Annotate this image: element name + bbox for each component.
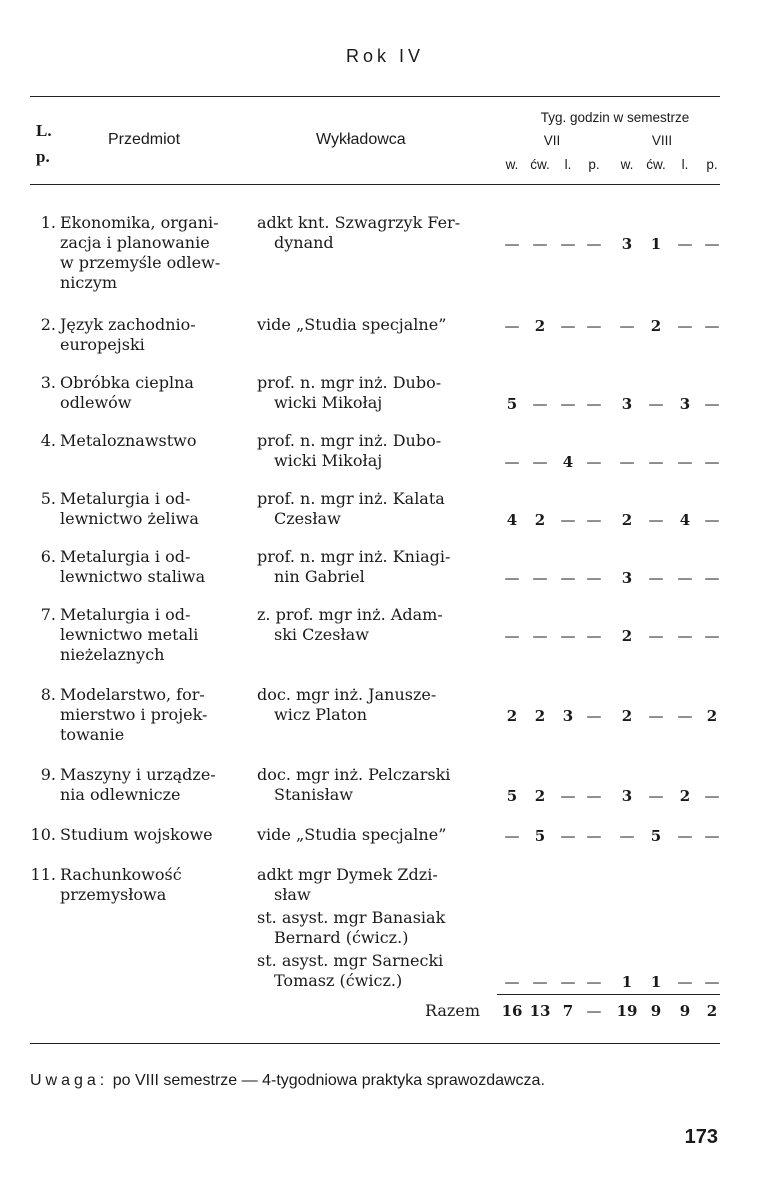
row-subject [60, 825, 245, 845]
header-subject: Przedmiot [108, 131, 181, 148]
row-number: 4. [40, 431, 56, 450]
hours-cell: — [704, 453, 720, 471]
hours-cell: — [677, 453, 693, 471]
row-subject [60, 373, 245, 413]
lecturer-entry [257, 547, 499, 587]
header-lp-line2: p. [36, 147, 50, 166]
row-lecturer [257, 489, 499, 532]
hours-cell: 3 [621, 235, 633, 253]
hours-cell: — [704, 317, 720, 335]
hours-cell: — [560, 787, 576, 805]
lecturer-line: dynand [274, 233, 334, 252]
header-bottom-rule [30, 184, 720, 185]
header-subcolumn: w. [505, 157, 519, 172]
hours-cell: 3 [679, 395, 691, 413]
row-number: 8. [40, 685, 56, 704]
row-lecturer [257, 825, 499, 848]
row-lecturer [257, 547, 499, 590]
hours-cell: — [619, 453, 635, 471]
hours-cell: — [504, 627, 520, 645]
subject-line: w przemyśle odlew- [60, 253, 221, 272]
hours-cell: 2 [506, 707, 518, 725]
hours-cell: — [648, 453, 664, 471]
subject-line: Metaloznawstwo [60, 431, 197, 450]
hours-cell: — [586, 395, 602, 413]
subject-line: Maszyny i urządze- [60, 765, 216, 784]
lecturer-entry [257, 605, 499, 645]
row-lecturer [257, 605, 499, 648]
header-subcolumn: l. [564, 157, 572, 172]
lecturer-entry [257, 373, 499, 413]
note [30, 1072, 545, 1090]
subject-line: Studium wojskowe [60, 825, 213, 844]
subject-line: lewnictwo żeliwa [60, 509, 199, 528]
subject-line: nia odlewnicze [60, 785, 181, 804]
row-number: 1. [40, 213, 56, 232]
row-lecturer [257, 865, 499, 994]
hours-cell: 3 [621, 569, 633, 587]
header-lp [36, 118, 52, 170]
hours-cell: — [504, 973, 520, 991]
header-lecturer: Wykładowca [316, 131, 406, 148]
row-lecturer [257, 213, 499, 256]
note-label: Uwaga: [30, 1072, 109, 1089]
hours-cell: — [586, 511, 602, 529]
subject-line: Język zachodnio- [60, 315, 196, 334]
hours-cell: 5 [506, 395, 518, 413]
hours-cell: 1 [650, 973, 662, 991]
hours-cell: — [704, 627, 720, 645]
subject-line: mierstwo i projek- [60, 705, 208, 724]
subject-line: lewnictwo metali [60, 625, 199, 644]
lecturer-line: vide „Studia specjalne” [257, 315, 447, 334]
table-top-rule [30, 96, 720, 97]
row-number: 2. [40, 315, 56, 334]
row-number: 9. [40, 765, 56, 784]
subject-line: towanie [60, 725, 125, 744]
hours-cell: — [648, 627, 664, 645]
hours-cell: 2 [534, 317, 546, 335]
lecturer-line: st. asyst. mgr Banasiak [257, 908, 446, 927]
row-lecturer [257, 373, 499, 416]
lecturer-line: wicki Mikołaj [274, 451, 383, 470]
total-cell: 7 [562, 1002, 574, 1020]
hours-cell: — [532, 453, 548, 471]
subject-line: Metalurgia i od- [60, 547, 191, 566]
hours-cell: — [677, 707, 693, 725]
lecturer-line: nin Gabriel [274, 567, 365, 586]
hours-cell: — [586, 453, 602, 471]
lecturer-entry [257, 685, 499, 725]
lecturer-line: Stanisław [274, 785, 353, 804]
hours-cell: 5 [534, 827, 546, 845]
hours-cell: — [586, 973, 602, 991]
row-subject [60, 605, 245, 665]
hours-cell: — [677, 317, 693, 335]
lecturer-line: Bernard (ćwicz.) [274, 928, 409, 947]
total-cell: — [586, 1002, 602, 1020]
subject-line: Obróbka cieplna [60, 373, 194, 392]
header-subcolumn: w. [620, 157, 634, 172]
row-number: 7. [40, 605, 56, 624]
hours-cell: — [586, 569, 602, 587]
hours-cell: — [560, 511, 576, 529]
header-hours-group: Tyg. godzin w semestrze [540, 110, 690, 125]
hours-cell: — [677, 235, 693, 253]
hours-cell: 2 [621, 627, 633, 645]
row-lecturer [257, 315, 499, 338]
lecturer-line: prof. n. mgr inż. Dubo- [257, 431, 442, 450]
hours-cell: — [619, 827, 635, 845]
lecturer-line: vide „Studia specjalne” [257, 825, 447, 844]
total-label: Razem [424, 1001, 480, 1020]
lecturer-line: adkt knt. Szwagrzyk Fer- [257, 213, 461, 232]
hours-cell: 1 [650, 235, 662, 253]
hours-cell: — [532, 569, 548, 587]
lecturer-entry [257, 908, 499, 948]
subject-line: nieżelaznych [60, 645, 165, 664]
hours-cell: — [586, 317, 602, 335]
hours-cell: 5 [650, 827, 662, 845]
subject-line: Ekonomika, organi- [60, 213, 219, 232]
total-cell: 16 [501, 1002, 523, 1020]
hours-cell: 4 [679, 511, 691, 529]
row-number: 5. [40, 489, 56, 508]
hours-cell: — [648, 787, 664, 805]
lecturer-line: prof. n. mgr inż. Kniagi- [257, 547, 451, 566]
page-number: 173 [684, 1126, 718, 1148]
subject-line: Metalurgia i od- [60, 605, 191, 624]
subject-line: Rachunkowość [60, 865, 182, 884]
hours-cell: 3 [562, 707, 574, 725]
hours-cell: 2 [621, 707, 633, 725]
hours-cell: 5 [506, 787, 518, 805]
hours-cell: 4 [562, 453, 574, 471]
total-cell: 19 [616, 1002, 638, 1020]
hours-cell: 2 [650, 317, 662, 335]
header-subcolumn: ćw. [646, 157, 666, 172]
table-bottom-rule [30, 1043, 720, 1044]
hours-cell: — [532, 973, 548, 991]
subject-line: lewnictwo staliwa [60, 567, 206, 586]
row-subject [60, 431, 245, 451]
lecturer-entry [257, 489, 499, 529]
header-lp-line1: L. [36, 121, 52, 140]
hours-cell: — [648, 395, 664, 413]
lecturer-entry [257, 951, 499, 991]
hours-cell: — [560, 235, 576, 253]
hours-cell: 2 [534, 787, 546, 805]
hours-cell: — [560, 395, 576, 413]
page-title: Rok IV [345, 46, 425, 66]
row-number: 6. [40, 547, 56, 566]
hours-cell: — [560, 627, 576, 645]
sum-rule [497, 994, 720, 995]
row-subject [60, 865, 245, 905]
hours-cell: 2 [679, 787, 691, 805]
subject-line: europejski [60, 335, 145, 354]
hours-cell: — [504, 453, 520, 471]
hours-cell: — [586, 627, 602, 645]
lecturer-line: wicki Mikołaj [274, 393, 383, 412]
total-cell: 9 [650, 1002, 662, 1020]
hours-cell: 2 [621, 511, 633, 529]
hours-cell: — [619, 317, 635, 335]
lecturer-line: wicz Platon [274, 705, 368, 724]
lecturer-entry [257, 765, 499, 805]
hours-cell: — [504, 827, 520, 845]
subject-line: niczym [60, 273, 118, 292]
row-number: 11. [30, 865, 56, 884]
subject-line: zacja i planowanie [60, 233, 210, 252]
subject-line: przemysłowa [60, 885, 167, 904]
hours-cell: — [677, 569, 693, 587]
lecturer-line: st. asyst. mgr Sarnecki [257, 951, 444, 970]
hours-cell: — [704, 973, 720, 991]
lecturer-entry [257, 315, 499, 335]
lecturer-entry [257, 865, 499, 905]
row-subject [60, 213, 245, 293]
hours-cell: — [586, 707, 602, 725]
row-lecturer [257, 765, 499, 808]
lecturer-line: Tomasz (ćwicz.) [274, 971, 403, 990]
hours-cell: — [648, 707, 664, 725]
hours-cell: — [677, 627, 693, 645]
lecturer-line: doc. mgr inż. Janusze- [257, 685, 437, 704]
row-subject [60, 765, 245, 805]
row-subject [60, 489, 245, 529]
row-subject [60, 315, 245, 355]
hours-cell: — [504, 317, 520, 335]
lecturer-entry [257, 825, 499, 845]
hours-cell: — [560, 973, 576, 991]
note-text: po VIII semestrze — 4-tygodniowa praktyka sprawozdawcza. [112, 1072, 545, 1089]
lecturer-line: ski Czesław [274, 625, 369, 644]
header-subcolumn: l. [681, 157, 689, 172]
hours-cell: — [560, 569, 576, 587]
hours-cell: — [532, 235, 548, 253]
lecturer-entry [257, 213, 499, 253]
subject-line: Modelarstwo, for- [60, 685, 205, 704]
row-subject [60, 547, 245, 587]
lecturer-entry [257, 431, 499, 471]
lecturer-line: doc. mgr inż. Pelczarski [257, 765, 451, 784]
subject-line: odlewów [60, 393, 132, 412]
lecturer-line: z. prof. mgr inż. Adam- [257, 605, 443, 624]
header-subcolumn: p. [706, 157, 718, 172]
lecturer-line: adkt mgr Dymek Zdzi- [257, 865, 438, 884]
hours-cell: — [704, 511, 720, 529]
hours-cell: — [704, 569, 720, 587]
hours-cell: — [677, 827, 693, 845]
lecturer-line: prof. n. mgr inż. Dubo- [257, 373, 442, 392]
hours-cell: — [704, 827, 720, 845]
lecturer-line: Czesław [274, 509, 341, 528]
hours-cell: 2 [534, 511, 546, 529]
hours-cell: — [586, 787, 602, 805]
hours-cell: — [704, 235, 720, 253]
row-subject [60, 685, 245, 745]
row-lecturer [257, 431, 499, 474]
total-cell: 13 [529, 1002, 551, 1020]
row-number: 3. [40, 373, 56, 392]
total-cell: 2 [706, 1002, 718, 1020]
hours-cell: 2 [706, 707, 718, 725]
hours-cell: — [586, 827, 602, 845]
subject-line: Metalurgia i od- [60, 489, 191, 508]
lecturer-line: prof. n. mgr inż. Kalata [257, 489, 445, 508]
row-number: 10. [30, 825, 56, 844]
hours-cell: 3 [621, 787, 633, 805]
hours-cell: 2 [534, 707, 546, 725]
header-subcolumn: p. [588, 157, 600, 172]
hours-cell: 1 [621, 973, 633, 991]
hours-cell: — [677, 973, 693, 991]
hours-cell: 4 [506, 511, 518, 529]
header-semester-vii: VII [543, 133, 561, 148]
hours-cell: — [532, 627, 548, 645]
hours-cell: — [560, 317, 576, 335]
hours-cell: — [560, 827, 576, 845]
header-subcolumn: ćw. [530, 157, 550, 172]
hours-cell: — [532, 395, 548, 413]
header-semester-viii: VIII [651, 133, 673, 148]
hours-cell: — [586, 235, 602, 253]
hours-cell: — [704, 787, 720, 805]
lecturer-line: sław [274, 885, 311, 904]
hours-cell: — [648, 569, 664, 587]
hours-cell: — [504, 235, 520, 253]
hours-cell: 3 [621, 395, 633, 413]
total-cell: 9 [679, 1002, 691, 1020]
row-lecturer [257, 685, 499, 728]
hours-cell: — [648, 511, 664, 529]
hours-cell: — [704, 395, 720, 413]
hours-cell: — [504, 569, 520, 587]
